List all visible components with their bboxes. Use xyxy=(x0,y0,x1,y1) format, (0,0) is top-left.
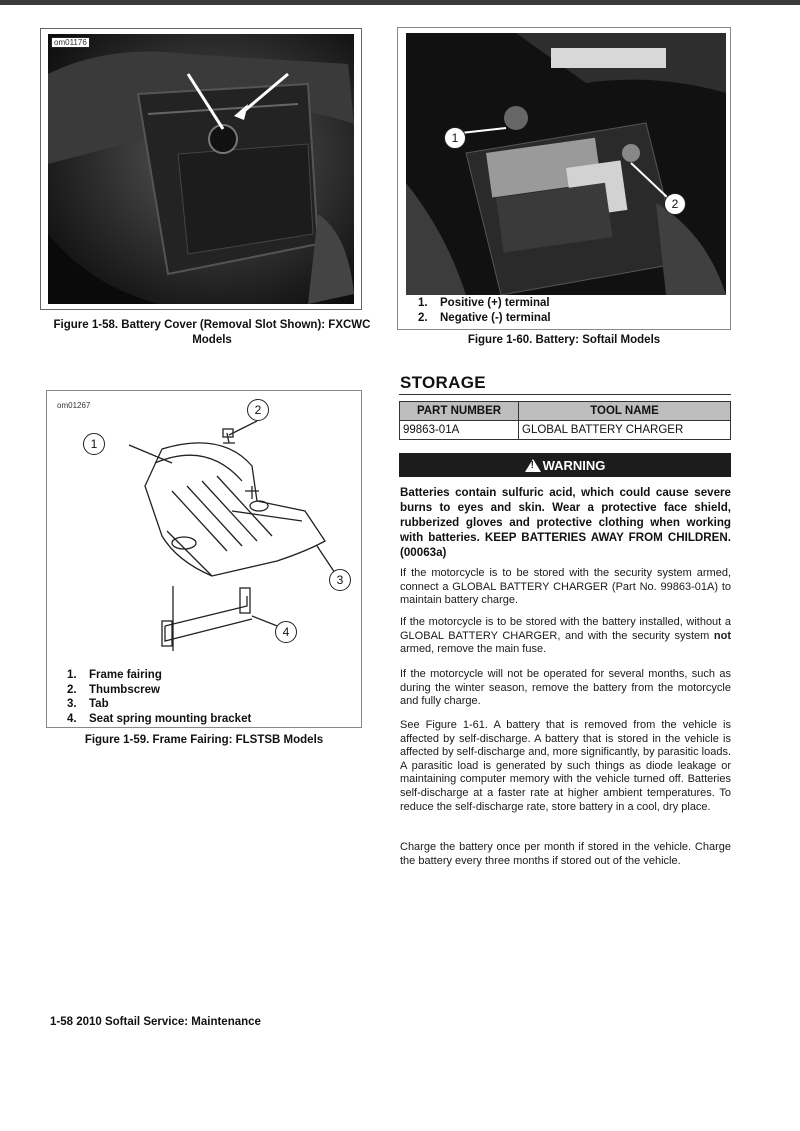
figure-1-60-legend xyxy=(418,296,551,325)
paragraph: Charge the battery once per month if stored in the vehicle. Charge the battery every three months if stored out of the vehicle. xyxy=(400,841,731,867)
table-cell: GLOBAL BATTERY CHARGER xyxy=(519,421,731,440)
legend-item: 1. Positive (+) terminal xyxy=(418,297,550,309)
callout-2: 2 xyxy=(247,399,269,421)
warning-label: WARNING xyxy=(542,457,606,473)
paragraph: See Figure 1-61. A battery that is removed from the vehicle is affected by self-discharge. A battery that is stored in the vehicle is affected by self-discharge and, more significantly, by parasitic loads. A parasitic load is generated by such things as diode leakage or maintaining computer memory with the vehicle turned off. Batteries self-discharge at a faster rate at higher ambient temperatures. To reduce the self-discharge rate, store battery in a cool, dry place. xyxy=(400,719,731,813)
page-footer: 1-58 2010 Softail Service: Maintenance xyxy=(50,1016,261,1028)
callout-1: 1 xyxy=(83,433,105,455)
warning-banner xyxy=(399,453,731,477)
figure-1-58 xyxy=(40,28,362,310)
legend-item: 2. Negative (-) terminal xyxy=(418,311,551,324)
legend-item: 4. Seat spring mounting bracket xyxy=(67,712,252,725)
table-header: PART NUMBER xyxy=(400,402,519,421)
figure-id-tag: om01267 xyxy=(57,401,91,410)
heading-rule xyxy=(399,394,731,395)
table-row xyxy=(400,421,731,440)
paragraph: If the motorcycle will not be operated for several months, such as during the winter season, remove the battery from the motorcycle and fully charge. xyxy=(400,668,731,708)
callout-2: 2 xyxy=(664,193,686,215)
table-cell: 99863-01A xyxy=(400,421,519,440)
table-header: TOOL NAME xyxy=(519,402,731,421)
figure-1-60-caption: Figure 1-60. Battery: Softail Models xyxy=(467,334,661,346)
figure-1-58-caption: Figure 1-58. Battery Cover (Removal Slot Shown): FXCWC Models xyxy=(53,319,371,346)
figure-1-59-legend xyxy=(67,668,251,726)
tool-table xyxy=(399,401,731,440)
top-bar xyxy=(0,0,800,5)
battery-cover-photo xyxy=(48,34,354,304)
battery-photo xyxy=(406,33,726,295)
callout-3: 3 xyxy=(329,569,351,591)
warning-text: Batteries contain sulfuric acid, which could cause severe burns to eyes and skin. Wear a protective face shield, rubberized gloves and protective clothing when working with batteries. KEEP BATTERIES AWAY FROM CHILDREN. (00063a) xyxy=(400,486,731,559)
warning-triangle-icon xyxy=(525,459,541,472)
callout-1: 1 xyxy=(444,127,466,149)
legend-item: 2. Thumbscrew xyxy=(67,683,160,696)
paragraph: If the motorcycle is to be stored with the security system armed, connect a GLOBAL BATTERY CHARGER (Part No. 99863-01A) to maintain battery charge. xyxy=(400,567,731,607)
figure-1-59-caption: Figure 1-59. Frame Fairing: FLSTSB Models xyxy=(84,734,324,746)
legend-item: 1. Frame fairing xyxy=(67,669,162,681)
table-header-row xyxy=(400,402,731,421)
figure-1-60 xyxy=(397,27,731,330)
legend-item: 3. Tab xyxy=(67,698,109,710)
section-heading: STORAGE xyxy=(400,373,486,392)
paragraph: If the motorcycle is to be stored with the battery installed, without a GLOBAL BATTERY CHARGER, and with the security system not armed, remove the main fuse. xyxy=(400,616,731,656)
callout-4: 4 xyxy=(275,621,297,643)
figure-id-tag: om01176 xyxy=(51,37,90,48)
figure-1-59 xyxy=(46,390,362,728)
